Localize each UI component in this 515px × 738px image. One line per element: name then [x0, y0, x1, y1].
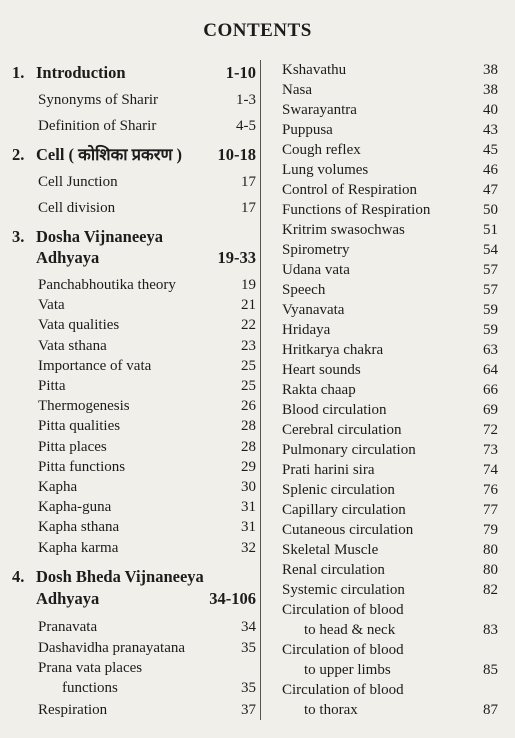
entry-page: 38	[483, 82, 498, 98]
entry-page: 87	[483, 702, 498, 718]
entry-label: Splenic circulation	[282, 482, 395, 498]
chapter-number: 2.	[12, 145, 25, 164]
entry-page: 47	[483, 182, 498, 198]
entry-label: Skeletal Muscle	[282, 542, 379, 558]
entry-label: Lung volumes	[282, 162, 369, 178]
entry-page: 38	[483, 62, 498, 78]
entry-label: Cough reflex	[282, 142, 361, 158]
entry-label: Rakta chaap	[282, 382, 356, 398]
entry-page: 31	[241, 499, 256, 516]
entry-page: 51	[483, 222, 498, 238]
entry-label: Importance of vata	[38, 357, 152, 374]
chapter-pages: 1-10	[225, 63, 256, 82]
entry-label: Udana vata	[282, 262, 350, 278]
entry-page: 22	[241, 317, 256, 334]
entry-label: Kapha	[38, 479, 78, 495]
entry-label: Kapha sthana	[38, 519, 120, 536]
entry-label: Nasa	[282, 82, 312, 98]
entry-label: Swarayantra	[282, 102, 357, 118]
chapter-number: 3.	[12, 227, 25, 246]
entry-page: 77	[483, 502, 498, 518]
chapter-pages: 10-18	[217, 145, 256, 164]
entry-page: 23	[241, 337, 256, 354]
entry-page: 57	[483, 282, 498, 298]
chapter-title: Adhyaya	[36, 589, 100, 608]
entry-page: 35	[241, 640, 256, 656]
entry-label: Control of Respiration	[282, 182, 417, 198]
entry-label: to upper limbs	[304, 662, 391, 678]
entry-page: 46	[483, 162, 498, 178]
entry-label: Cell division	[38, 200, 116, 216]
entry-page: 66	[483, 382, 498, 398]
entry-label: Pitta qualities	[38, 418, 121, 435]
entry-label: Vata sthana	[38, 337, 107, 354]
entry-page: 19	[241, 277, 256, 293]
entry-page: 45	[483, 142, 498, 158]
entry-page: 82	[483, 582, 498, 598]
entry-label: Respiration	[38, 702, 108, 718]
entry-label: Circulation of blood	[282, 642, 404, 658]
entry-label: Definition of Sharir	[38, 118, 157, 134]
entry-label: Prana vata places	[38, 660, 143, 676]
entry-page: 40	[483, 102, 498, 118]
entry-page: 79	[483, 522, 498, 538]
entry-label: Hridaya	[282, 322, 331, 338]
entry-label: Pitta functions	[38, 458, 126, 475]
entry-label: Kshavathu	[282, 62, 347, 78]
entry-page: 74	[483, 462, 498, 478]
entry-page: 50	[483, 202, 498, 218]
entry-label: Puppusa	[282, 122, 333, 138]
entry-page: 80	[483, 562, 498, 578]
entry-page: 59	[483, 322, 498, 338]
entry-page: 25	[241, 357, 256, 374]
entry-page: 83	[483, 622, 498, 638]
entry-page: 28	[241, 438, 256, 455]
chapter-pages: 34-106	[209, 589, 256, 608]
entry-label: Kritrim swasochwas	[282, 222, 405, 238]
entry-page: 30	[241, 479, 256, 495]
page-title: CONTENTS	[203, 20, 312, 41]
entry-page: 26	[241, 398, 256, 415]
entry-page: 76	[483, 482, 498, 498]
entry-page: 35	[241, 680, 256, 696]
entry-page: 63	[483, 342, 498, 358]
entry-label: Renal circulation	[282, 562, 385, 578]
entry-label: Prati harini sira	[282, 462, 375, 478]
entry-label: Vata	[38, 297, 65, 314]
entry-label: Pulmonary circulation	[282, 442, 416, 458]
entry-page: 69	[483, 402, 498, 418]
entry-page: 72	[483, 422, 498, 438]
entry-label: Circulation of blood	[282, 602, 404, 618]
entry-label: Hritkarya chakra	[282, 342, 384, 358]
entry-label: Capillary circulation	[282, 502, 406, 518]
entry-page: 85	[483, 662, 498, 678]
entry-page: 59	[483, 302, 498, 318]
entry-label: Cerebral circulation	[282, 422, 402, 438]
entry-page: 28	[241, 418, 256, 435]
entry-label: functions	[62, 680, 118, 696]
entry-label: Kapha karma	[38, 539, 119, 556]
entry-page: 29	[241, 458, 256, 475]
entry-page: 4-5	[236, 118, 256, 134]
chapter-title: Dosha Vijnaneeya	[36, 227, 163, 246]
entry-label: Synonyms of Sharir	[38, 92, 158, 108]
entry-page: 37	[241, 702, 256, 718]
chapter-title: Dosh Bheda Vijnaneeya	[36, 567, 204, 586]
chapter-title: Adhyaya	[36, 248, 100, 267]
entry-page: 43	[483, 122, 498, 138]
entry-label: Dashavidha pranayatana	[38, 640, 186, 656]
entry-label: Speech	[282, 282, 326, 298]
entry-page: 34	[241, 619, 256, 635]
entry-page: 32	[241, 539, 256, 556]
entry-label: Vyanavata	[282, 302, 345, 318]
entry-page: 80	[483, 542, 498, 558]
entry-page: 25	[241, 378, 256, 394]
entry-label: Pranavata	[38, 619, 98, 635]
chapter-title: Introduction	[36, 63, 126, 82]
entry-page: 17	[241, 200, 256, 216]
entry-label: Functions of Respiration	[282, 202, 431, 218]
entry-page: 21	[241, 297, 256, 314]
entry-label: to thorax	[304, 702, 358, 718]
entry-label: Circulation of blood	[282, 682, 404, 698]
chapter-number: 1.	[12, 63, 25, 82]
entry-page: 54	[483, 242, 498, 258]
entry-label: Heart sounds	[282, 362, 361, 378]
entry-page: 57	[483, 262, 498, 278]
entry-label: Blood circulation	[282, 402, 387, 418]
entry-label: to head & neck	[304, 622, 396, 638]
entry-label: Thermogenesis	[38, 398, 130, 415]
entry-page: 64	[483, 362, 498, 378]
entry-label: Pitta	[38, 378, 66, 394]
entry-label: Cell Junction	[38, 174, 118, 190]
entry-page: 31	[241, 519, 256, 536]
entry-label: Kapha-guna	[38, 499, 112, 516]
chapter-pages: 19-33	[217, 248, 256, 267]
chapter-title: Cell ( कोशिका प्रकरण )	[36, 145, 183, 164]
entry-label: Spirometry	[282, 242, 350, 258]
entry-label: Cutaneous circulation	[282, 522, 414, 538]
entry-page: 17	[241, 174, 256, 190]
entry-page: 1-3	[236, 92, 256, 108]
entry-label: Panchabhoutika theory	[38, 277, 176, 293]
entry-label: Systemic circulation	[282, 582, 405, 598]
entry-label: Vata qualities	[38, 317, 120, 334]
entry-label: Pitta places	[38, 438, 107, 455]
chapter-number: 4.	[12, 567, 25, 586]
entry-page: 73	[483, 442, 498, 458]
column-divider	[260, 60, 261, 720]
